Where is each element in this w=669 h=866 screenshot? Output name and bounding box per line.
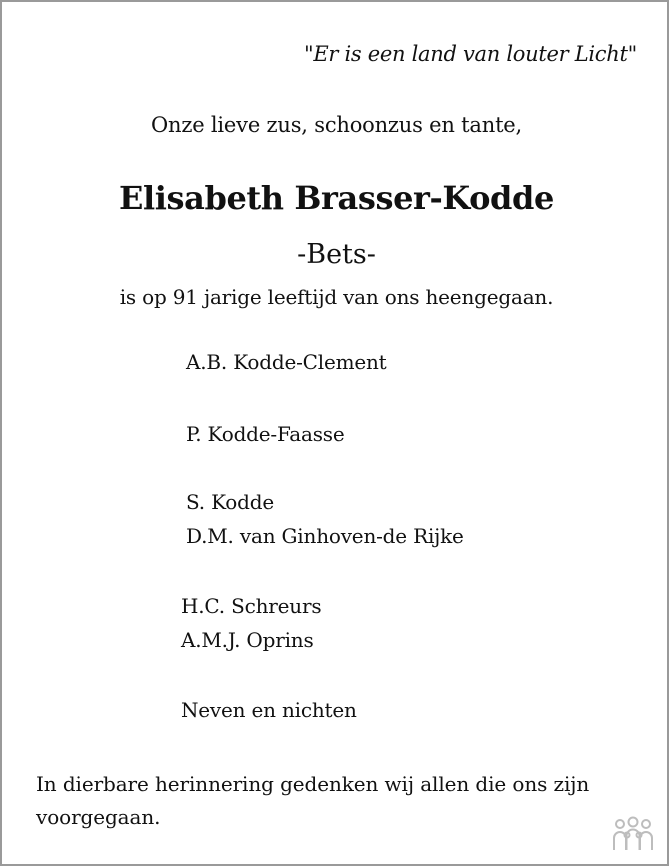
relative-name: H.C. Schreurs xyxy=(181,594,322,618)
relative-name: D.M. van Ginhoven-de Rijke xyxy=(186,524,464,548)
relative-name: P. Kodde-Faasse xyxy=(186,422,345,446)
closing-text: In dierbare herinnering gedenken wij allen die ons zijn voorgegaan. xyxy=(36,772,590,829)
quote: "Er is een land van louter Licht" xyxy=(303,42,637,66)
relative-name: A.B. Kodde-Clement xyxy=(186,350,387,374)
relatives-group: Neven en nichten xyxy=(181,698,357,722)
deceased-name: Elisabeth Brasser-Kodde xyxy=(119,179,554,217)
relative-name: A.M.J. Oprins xyxy=(181,628,314,652)
deceased-statement: is op 91 jarige leeftijd van ons heengegaan. xyxy=(119,285,554,309)
people-group-icon xyxy=(611,816,655,852)
nickname: -Bets- xyxy=(297,239,376,270)
intro-line: Onze lieve zus, schoonzus en tante, xyxy=(150,113,523,137)
relative-name: S. Kodde xyxy=(186,490,274,514)
